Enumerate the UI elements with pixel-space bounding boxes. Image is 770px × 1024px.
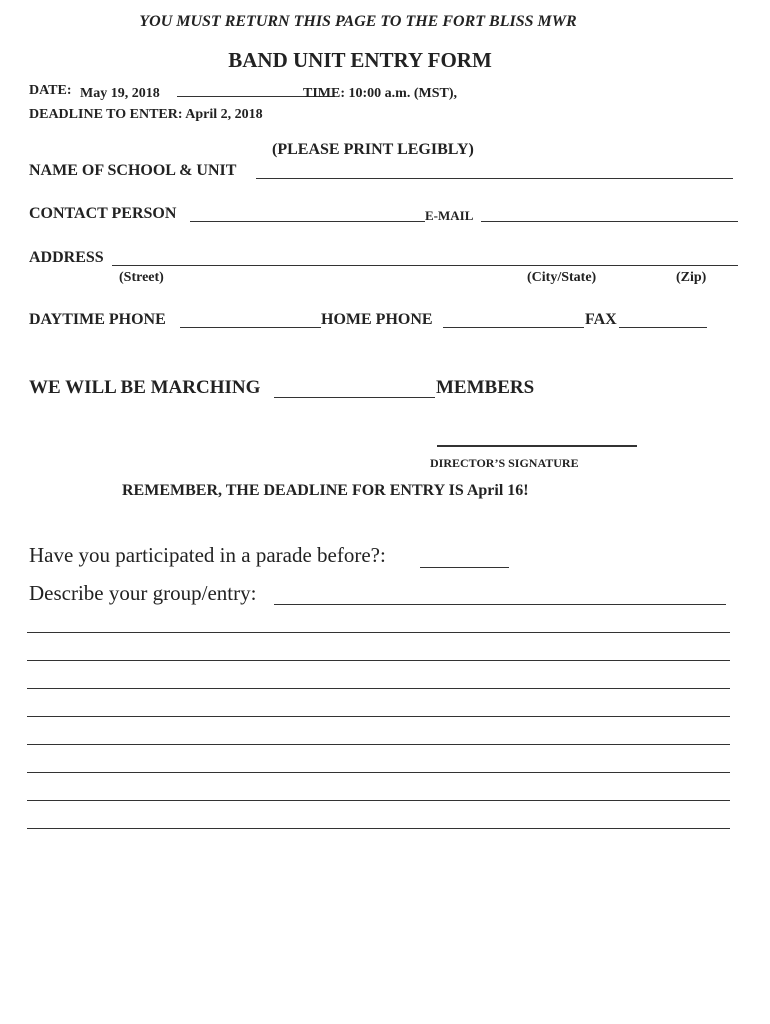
director-signature-caption: DIRECTOR’S SIGNATURE xyxy=(430,456,579,470)
fax-label: FAX xyxy=(585,311,617,328)
describe-field-line-3[interactable] xyxy=(27,660,730,661)
address-label: ADDRESS xyxy=(29,249,104,266)
describe-field-line-1[interactable] xyxy=(274,604,726,605)
deadline-reminder: REMEMBER, THE DEADLINE FOR ENTRY IS April 16! xyxy=(122,482,529,499)
fax-field[interactable] xyxy=(619,327,707,328)
daytime-phone-label: DAYTIME PHONE xyxy=(29,311,166,328)
describe-field-line-5[interactable] xyxy=(27,716,730,717)
home-phone-field[interactable] xyxy=(443,327,584,328)
time-text: TIME: 10:00 a.m. (MST), xyxy=(303,86,457,101)
describe-field-line-4[interactable] xyxy=(27,688,730,689)
city-state-caption: (City/State) xyxy=(527,270,597,285)
director-signature-field[interactable] xyxy=(437,445,637,447)
members-label: MEMBERS xyxy=(436,377,535,398)
home-phone-label: HOME PHONE xyxy=(321,311,433,328)
email-label: E-MAIL xyxy=(425,208,474,223)
marching-count-field[interactable] xyxy=(274,397,435,398)
school-unit-field[interactable] xyxy=(256,178,733,179)
daytime-phone-field[interactable] xyxy=(180,327,321,328)
form-title: BAND UNIT ENTRY FORM xyxy=(228,48,492,72)
school-unit-label: NAME OF SCHOOL & UNIT xyxy=(29,162,237,179)
contact-person-field[interactable] xyxy=(190,221,425,222)
print-legibly-note: (PLEASE PRINT LEGIBLY) xyxy=(272,141,474,158)
parade-answer-field[interactable] xyxy=(420,567,509,568)
describe-field-line-7[interactable] xyxy=(27,772,730,773)
zip-caption: (Zip) xyxy=(676,270,707,285)
return-instruction: YOU MUST RETURN THIS PAGE TO THE FORT BLISS MWR xyxy=(139,13,577,30)
parade-question: Have you participated in a parade before?: xyxy=(29,543,386,567)
deadline-text: DEADLINE TO ENTER: April 2, 2018 xyxy=(29,107,263,122)
describe-field-line-2[interactable] xyxy=(27,632,730,633)
date-label: DATE: xyxy=(29,83,72,98)
email-field[interactable] xyxy=(481,221,738,222)
marching-label: WE WILL BE MARCHING xyxy=(29,377,261,398)
describe-prompt: Describe your group/entry: xyxy=(29,581,257,605)
address-field[interactable] xyxy=(112,265,738,266)
describe-field-line-6[interactable] xyxy=(27,744,730,745)
contact-person-label: CONTACT PERSON xyxy=(29,205,177,222)
describe-field-line-9[interactable] xyxy=(27,828,730,829)
describe-field-line-8[interactable] xyxy=(27,800,730,801)
date-value: May 19, 2018 xyxy=(80,86,160,101)
street-caption: (Street) xyxy=(119,270,164,285)
